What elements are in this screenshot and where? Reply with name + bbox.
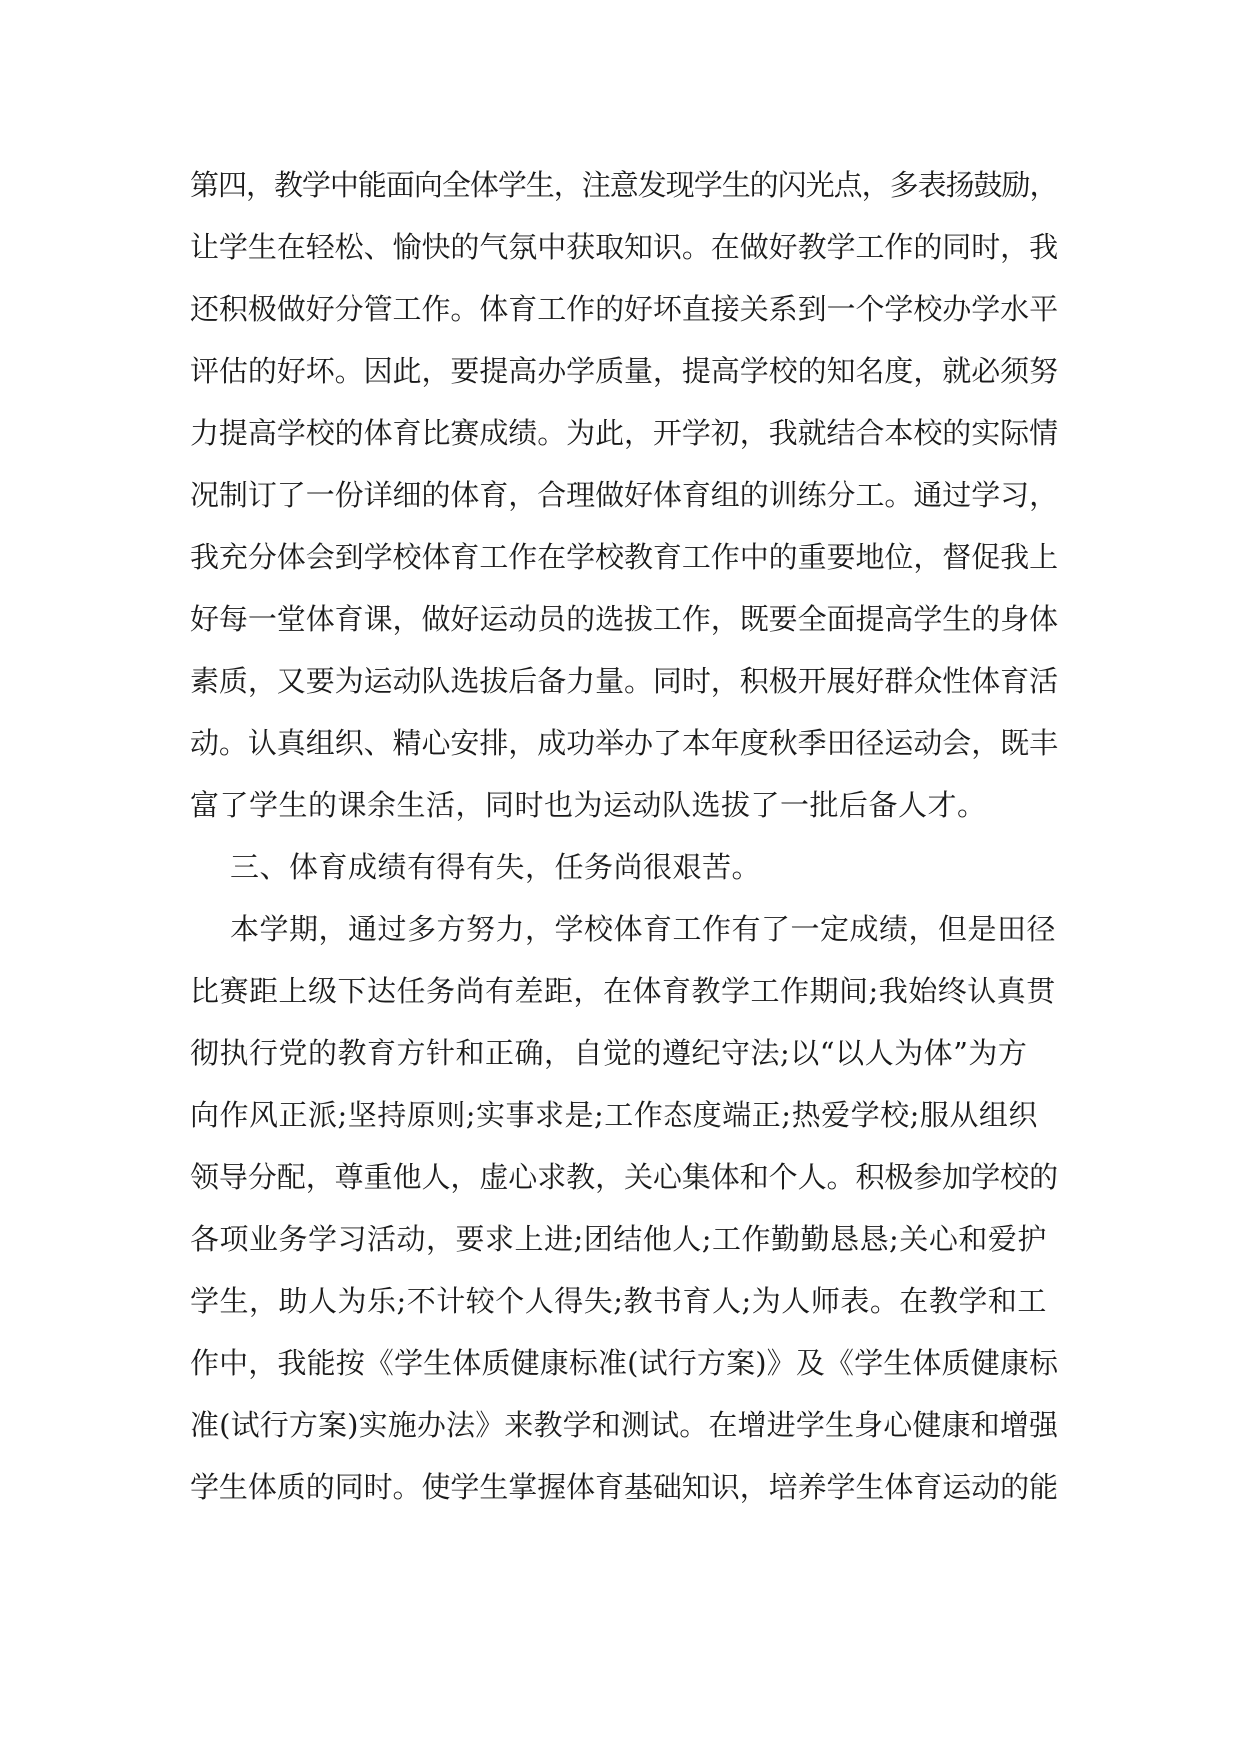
text-line: 学生，助人为乐;不计较个人得失;教书育人;为人师表。在教学和工	[190, 1284, 1047, 1318]
text-line: 三、体育成绩有得有失，任务尚很艰苦。	[230, 850, 762, 884]
text-line: 比赛距上级下达任务尚有差距，在体育教学工作期间;我始终认真贯	[190, 974, 1056, 1008]
text-line: 力提高学校的体育比赛成绩。为此，开学初，我就结合本校的实际情	[190, 416, 1059, 450]
text-line: 好每一堂体育课，做好运动员的选拔工作，既要全面提高学生的身体	[190, 602, 1059, 636]
text-line: 领导分配，尊重他人，虚心求教，关心集体和个人。积极参加学校的	[190, 1160, 1059, 1194]
text-line: 本学期，通过多方努力，学校体育工作有了一定成绩，但是田径	[230, 912, 1057, 946]
text-line: 评估的好坏。因此，要提高办学质量，提高学校的知名度，就必须努	[190, 354, 1059, 388]
text-line: 准(试行方案)实施办法》来教学和测试。在增进学生身心健康和增强	[190, 1408, 1059, 1442]
text-line: 彻执行党的教育方针和正确，自觉的遵纪守法;以“以人为体”为方	[190, 1036, 1028, 1070]
text-line: 向作风正派;坚持原则;实事求是;工作态度端正;热爱学校;服从组织	[190, 1098, 1038, 1132]
text-line: 还积极做好分管工作。体育工作的好坏直接关系到一个学校办学水平	[190, 292, 1059, 326]
text-line: 第四，教学中能面向全体学生，注意发现学生的闪光点，多表扬鼓励，	[190, 168, 1058, 202]
text-line: 我充分体会到学校体育工作在学校教育工作中的重要地位，督促我上	[190, 540, 1059, 574]
text-line: 让学生在轻松、愉快的气氛中获取知识。在做好教学工作的同时，我	[190, 230, 1059, 264]
text-line: 素质，又要为运动队选拔后备力量。同时，积极开展好群众性体育活	[190, 664, 1059, 698]
text-line: 况制订了一份详细的体育，合理做好体育组的训练分工。通过学习，	[190, 478, 1059, 512]
text-line: 作中，我能按《学生体质健康标准(试行方案)》及《学生体质健康标	[190, 1346, 1059, 1380]
text-line: 富了学生的课余生活，同时也为运动队选拔了一批后备人才。	[190, 788, 987, 822]
document-body	[190, 154, 1058, 1518]
text-line: 学生体质的同时。使学生掌握体育基础知识，培养学生体育运动的能	[190, 1470, 1059, 1504]
text-line: 各项业务学习活动，要求上进;团结他人;工作勤勤恳恳;关心和爱护	[190, 1222, 1047, 1256]
text-line: 动。认真组织、精心安排，成功举办了本年度秋季田径运动会，既丰	[190, 726, 1059, 760]
